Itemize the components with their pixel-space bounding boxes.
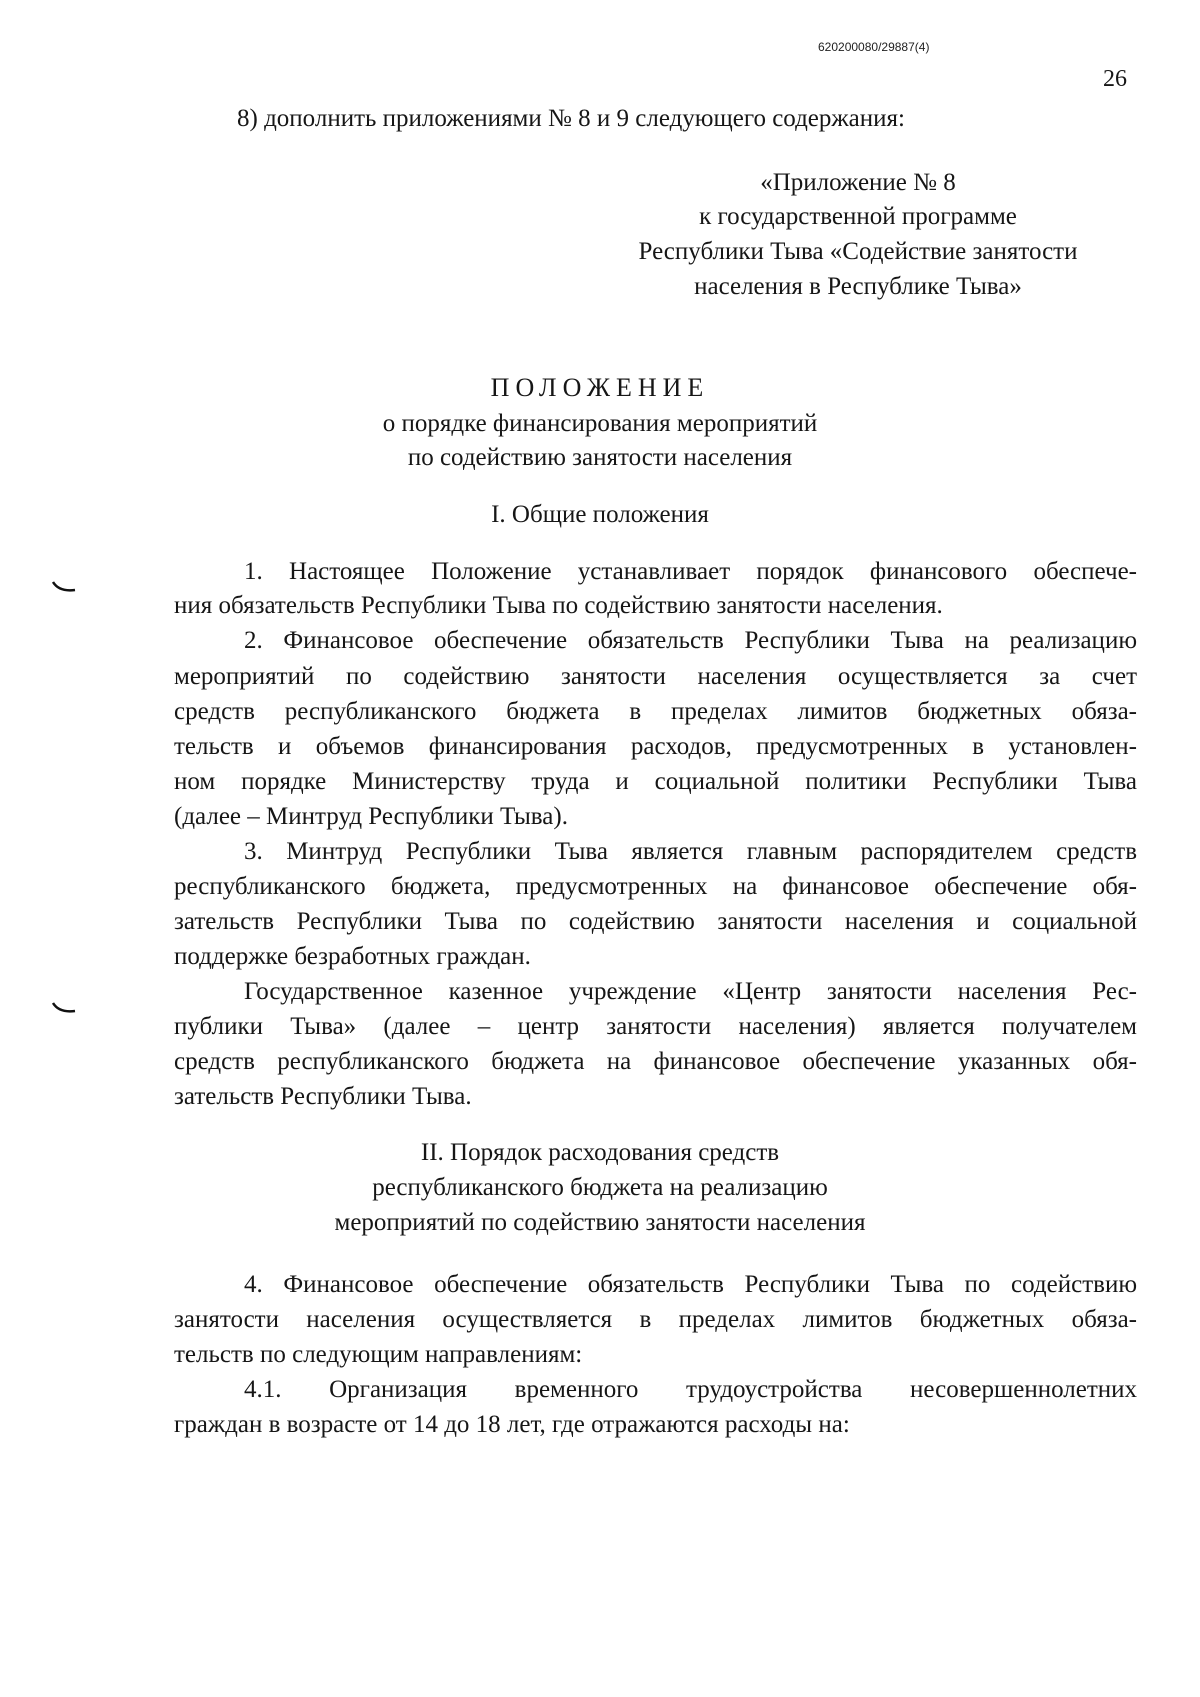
paragraph-line: средств республиканского бюджета в пределах лимитов бюджетных обяза-: [174, 698, 1137, 725]
section-2-heading-line-3: мероприятий по содействию занятости населения: [334, 1209, 866, 1236]
paragraph-line: 4.1. Организация временного трудоустройства несовершеннолетних: [244, 1376, 1137, 1403]
paragraph-line: мероприятий по содействию занятости населения осуществляется за счет: [174, 663, 1137, 690]
paragraph-line: тельств и объемов финансирования расходов, предусмотренных в установлен-: [174, 733, 1137, 760]
paragraph-line: средств республиканского бюджета на финансовое обеспечение указанных обя-: [174, 1048, 1137, 1075]
paragraph-line: 2. Финансовое обеспечение обязательств Республики Тыва на реализацию: [244, 627, 1137, 654]
appendix-line-4: населения в Республике Тыва»: [694, 273, 1022, 300]
paragraph-line: 1. Настоящее Положение устанавливает порядок финансового обеспече-: [244, 558, 1137, 585]
appendix-line-2: к государственной программе: [699, 203, 1017, 230]
paragraph-line: Государственное казенное учреждение «Центр занятости населения Рес-: [244, 978, 1137, 1005]
section-2-heading-line-1: II. Порядок расходования средств: [420, 1139, 780, 1166]
paragraph-line: ном порядке Министерству труда и социальной политики Республики Тыва: [174, 768, 1137, 795]
paragraph-line: ния обязательств Республики Тыва по содействию занятости населения.: [174, 592, 943, 619]
appendix-line-3: Республики Тыва «Содействие занятости: [638, 238, 1078, 265]
margin-mark-icon: [51, 1001, 77, 1015]
document-code: 620200080/29887(4): [818, 40, 930, 54]
paragraph-line: республиканского бюджета, предусмотренных на финансовое обеспечение обя-: [174, 873, 1137, 900]
paragraph-line: тельств по следующим направлениям:: [174, 1341, 583, 1368]
paragraph-line: 3. Минтруд Республики Тыва является главным распорядителем средств: [244, 838, 1137, 865]
page-number: 26: [1103, 66, 1127, 92]
margin-mark-icon: [51, 580, 77, 594]
section-2-heading-line-2: республиканского бюджета на реализацию: [372, 1174, 828, 1201]
intro-line: 8) дополнить приложениями № 8 и 9 следующего содержания:: [237, 105, 905, 132]
paragraph-line: зательств Республики Тыва.: [174, 1083, 472, 1110]
title-subtitle-line-1: о порядке финансирования мероприятий: [382, 410, 818, 437]
paragraph-line: поддержке безработных граждан.: [174, 943, 531, 970]
paragraph-line: занятости населения осуществляется в пределах лимитов бюджетных обяза-: [174, 1306, 1137, 1333]
paragraph-line: (далее – Минтруд Республики Тыва).: [174, 803, 568, 830]
section-1-heading: I. Общие положения: [491, 501, 709, 528]
document-title: ПОЛОЖЕНИЕ: [490, 373, 710, 402]
appendix-line-1: «Приложение № 8: [760, 169, 956, 196]
title-subtitle-line-2: по содействию занятости населения: [407, 444, 793, 471]
paragraph-line: публики Тыва» (далее – центр занятости населения) является получателем: [174, 1013, 1137, 1040]
paragraph-line: зательств Республики Тыва по содействию занятости населения и социальной: [174, 908, 1137, 935]
paragraph-line: граждан в возрасте от 14 до 18 лет, где отражаются расходы на:: [174, 1411, 850, 1438]
paragraph-line: 4. Финансовое обеспечение обязательств Республики Тыва по содействию: [244, 1271, 1137, 1298]
